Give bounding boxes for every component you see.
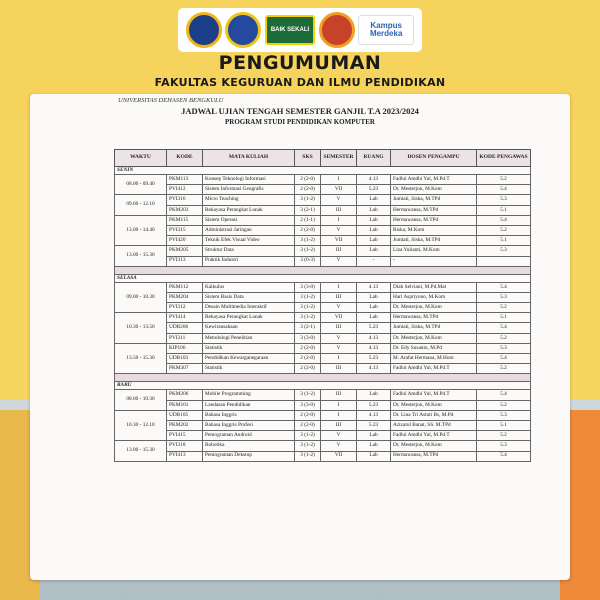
- semester-cell: VII: [321, 236, 357, 246]
- mata-kuliah-cell: Pemograman Android: [203, 431, 295, 441]
- kode-cell: KIP106: [167, 343, 203, 353]
- semester-cell: III: [321, 246, 357, 256]
- table-row: [115, 441, 531, 451]
- table-row: [115, 195, 531, 205]
- time-slot-cell: 10.30 - 13.50: [115, 313, 167, 344]
- table-row: [115, 225, 531, 235]
- kode-cell: PVI318: [167, 441, 203, 451]
- time-slot-cell: 13.00 - 15.30: [115, 441, 167, 461]
- mata-kuliah-cell: Pendidikan Kewarganegaraan: [203, 354, 295, 364]
- day-row: [115, 167, 531, 175]
- sks-cell: 3 (1-2): [295, 292, 321, 302]
- table-body: [115, 167, 531, 462]
- semester-cell: V: [321, 343, 357, 353]
- ruang-cell: 4.13: [357, 282, 391, 292]
- kode-cell: PVI315: [167, 225, 203, 235]
- ruang-cell: 4.13: [357, 175, 391, 185]
- sks-cell: 3 (1-2): [295, 303, 321, 313]
- day-label: SENIN: [115, 167, 531, 175]
- ruang-cell: Lab: [357, 303, 391, 313]
- table-row: [115, 256, 531, 266]
- dosen-cell: Fadlul Amdhi Yul, M.Pd.T: [391, 175, 477, 185]
- table-row: [115, 282, 531, 292]
- kampus-merdeka-logo: Kampus Merdeka: [358, 15, 414, 45]
- mata-kuliah-cell: Konsep Teknologi Informasi: [203, 175, 295, 185]
- ruang-cell: 5.23: [357, 354, 391, 364]
- time-slot-cell: 08.00 - 10.30: [115, 390, 167, 410]
- table-row: [115, 215, 531, 225]
- semester-cell: III: [321, 364, 357, 374]
- mata-kuliah-cell: Sistem Basis Data: [203, 292, 295, 302]
- mata-kuliah-cell: Bahasa Inggris Profesi: [203, 420, 295, 430]
- table-row: [115, 364, 531, 374]
- col-header-semester: SEMESTER: [321, 150, 357, 167]
- table-row: [115, 246, 531, 256]
- dosen-cell: Azizatul Banat, SS. M.TPd: [391, 420, 477, 430]
- dosen-cell: Jumiati, Siska, M.TPd: [391, 323, 477, 333]
- pengawas-cell: 5.4: [477, 451, 531, 461]
- dosen-cell: Hermawansa, M.TPd: [391, 451, 477, 461]
- pengawas-cell: 5.2: [477, 400, 531, 410]
- dosen-cell: Dr. Mesterjon, M.Kom: [391, 441, 477, 451]
- sks-cell: 2 (2-0): [295, 185, 321, 195]
- mata-kuliah-cell: Statistik: [203, 364, 295, 374]
- col-header-dosen: DOSEN PENGAMPU: [391, 150, 477, 167]
- ruang-cell: 4.13: [357, 364, 391, 374]
- table-row: [115, 333, 531, 343]
- semester-cell: V: [321, 303, 357, 313]
- table-row: [115, 431, 531, 441]
- dosen-cell: Hermawansa, M.TPd: [391, 215, 477, 225]
- ruang-cell: 4.13: [357, 410, 391, 420]
- sks-cell: 2 (1-1): [295, 215, 321, 225]
- pengawas-cell: 5.4: [477, 215, 531, 225]
- dosen-cell: Dr. Edy Susanto, M.Pd: [391, 343, 477, 353]
- kode-cell: PVI412: [167, 185, 203, 195]
- semester-cell: V: [321, 333, 357, 343]
- ruang-cell: 5.23: [357, 323, 391, 333]
- kode-cell: UDB206: [167, 323, 203, 333]
- university-name: UNIVERSITAS DEHASEN BENGKULU: [118, 97, 224, 104]
- mata-kuliah-cell: Sistem Informasi Geografis: [203, 185, 295, 195]
- pengawas-cell: 5.3: [477, 343, 531, 353]
- dosen-cell: Jumiati, Siska, M.TPd: [391, 195, 477, 205]
- sks-cell: 3 (1-2): [295, 451, 321, 461]
- sks-cell: 3 (0-3): [295, 256, 321, 266]
- mata-kuliah-cell: Landasan Pendidikan: [203, 400, 295, 410]
- day-label: SELASA: [115, 274, 531, 282]
- kode-cell: PVI311: [167, 333, 203, 343]
- day-row: [115, 274, 531, 282]
- table-row: [115, 410, 531, 420]
- department-logo: [319, 12, 355, 48]
- semester-cell: V: [321, 195, 357, 205]
- sks-cell: 3 (1-2): [295, 236, 321, 246]
- kode-cell: PKM115: [167, 215, 203, 225]
- ruang-cell: Lab: [357, 215, 391, 225]
- kode-cell: PKM204: [167, 292, 203, 302]
- mata-kuliah-cell: Bahasa Inggris: [203, 410, 295, 420]
- day-label: RABU: [115, 382, 531, 390]
- ruang-cell: Lab: [357, 313, 391, 323]
- ruang-cell: Lab: [357, 246, 391, 256]
- dosen-cell: -: [391, 256, 477, 266]
- ruang-cell: 4.13: [357, 343, 391, 353]
- mata-kuliah-cell: Struktur Data: [203, 246, 295, 256]
- dosen-cell: Hari Aspriyono, M.Kom: [391, 292, 477, 302]
- sks-cell: 3 (3-0): [295, 282, 321, 292]
- table-row: [115, 390, 531, 400]
- pengawas-cell: 5.2: [477, 303, 531, 313]
- kode-cell: PVI420: [167, 236, 203, 246]
- table-row: [115, 323, 531, 333]
- separator-cell: [115, 374, 531, 382]
- ruang-cell: 4.13: [357, 333, 391, 343]
- exam-schedule-table: [114, 149, 531, 462]
- mata-kuliah-cell: Praktik Industri: [203, 256, 295, 266]
- col-header-mata-kuliah: MATA KULIAH: [203, 150, 295, 167]
- semester-cell: III: [321, 390, 357, 400]
- mata-kuliah-cell: Robotika: [203, 441, 295, 451]
- dosen-cell: Fadlul Amdhi Yul, M.Pd.T: [391, 390, 477, 400]
- baik-sekali-logo: BAIK SEKALI: [265, 15, 315, 45]
- table-row: [115, 313, 531, 323]
- dosen-cell: Jumiati, Siska, M.TPd: [391, 236, 477, 246]
- semester-cell: III: [321, 323, 357, 333]
- ruang-cell: Lab: [357, 431, 391, 441]
- mata-kuliah-cell: Sistem Operasi: [203, 215, 295, 225]
- program-name: PROGRAM STUDI PENDIDIKAN KOMPUTER: [225, 118, 375, 126]
- ruang-cell: Lab: [357, 205, 391, 215]
- sks-cell: 3 (1-2): [295, 246, 321, 256]
- pengawas-cell: 5.3: [477, 292, 531, 302]
- mata-kuliah-cell: Micro Teaching: [203, 195, 295, 205]
- col-header-sks: SKS: [295, 150, 321, 167]
- ruang-cell: 5.23: [357, 420, 391, 430]
- col-header-ruang: RUANG: [357, 150, 391, 167]
- table-row: [115, 400, 531, 410]
- mata-kuliah-cell: Mobile Programming: [203, 390, 295, 400]
- table-row: [115, 354, 531, 364]
- semester-cell: III: [321, 292, 357, 302]
- semester-cell: I: [321, 410, 357, 420]
- kode-cell: PKM307: [167, 364, 203, 374]
- semester-cell: V: [321, 256, 357, 266]
- sks-cell: 3 (1-2): [295, 313, 321, 323]
- sks-cell: 2 (2-0): [295, 175, 321, 185]
- sks-cell: 3 (1-2): [295, 431, 321, 441]
- table-row: [115, 205, 531, 215]
- sks-cell: 3 (1-2): [295, 390, 321, 400]
- semester-cell: V: [321, 441, 357, 451]
- kode-cell: PKM101: [167, 400, 203, 410]
- ruang-cell: Lab: [357, 292, 391, 302]
- kode-cell: PKM206: [167, 390, 203, 400]
- sks-cell: 3 (3-0): [295, 400, 321, 410]
- semester-cell: VII: [321, 313, 357, 323]
- kode-cell: PVI313: [167, 256, 203, 266]
- col-header-kode: KODE: [167, 150, 203, 167]
- sks-cell: 2 (2-0): [295, 410, 321, 420]
- sks-cell: 2 (2-0): [295, 420, 321, 430]
- pengawas-cell: 5.4: [477, 390, 531, 400]
- ruang-cell: 5.23: [357, 400, 391, 410]
- pengawas-cell: 5.4: [477, 185, 531, 195]
- dosen-cell: Dr. Mesterjon, M.Kom: [391, 333, 477, 343]
- kode-cell: PKM202: [167, 420, 203, 430]
- ruang-cell: Lab: [357, 195, 391, 205]
- ruang-cell: -: [357, 256, 391, 266]
- pengawas-cell: 5.2: [477, 364, 531, 374]
- pengawas-cell: 5.2: [477, 225, 531, 235]
- kode-cell: PKM112: [167, 282, 203, 292]
- kode-cell: PKM203: [167, 205, 203, 215]
- pengawas-cell: 5.4: [477, 323, 531, 333]
- dosen-cell: Liza Yulianti, M.Kom: [391, 246, 477, 256]
- pengawas-cell: 5.3: [477, 195, 531, 205]
- dosen-cell: Riska, M.Kom: [391, 225, 477, 235]
- mata-kuliah-cell: Statistik: [203, 343, 295, 353]
- sks-cell: 2 (2-0): [295, 364, 321, 374]
- col-header-pengawas: KODE PENGAWAS: [477, 150, 531, 167]
- dosen-cell: Hermawansa, M.TPd: [391, 313, 477, 323]
- dosen-cell: Diah Selviani, M.Pd.Mat: [391, 282, 477, 292]
- dosen-cell: Fadlul Amdhi Yul, M.Pd.T: [391, 364, 477, 374]
- ruang-cell: Lab: [357, 451, 391, 461]
- day-row: [115, 382, 531, 390]
- pengawas-cell: 5.1: [477, 205, 531, 215]
- table-row: [115, 451, 531, 461]
- kode-cell: PVI316: [167, 195, 203, 205]
- pengawas-cell: 5.1: [477, 313, 531, 323]
- mata-kuliah-cell: Kewirausahaan: [203, 323, 295, 333]
- time-slot-cell: 13.00 - 15.30: [115, 246, 167, 266]
- pengawas-cell: 5.2: [477, 175, 531, 185]
- sks-cell: 3 (3-0): [295, 333, 321, 343]
- kode-cell: PVI312: [167, 303, 203, 313]
- semester-cell: I: [321, 175, 357, 185]
- table-row: [115, 236, 531, 246]
- time-slot-cell: 08.00 - 09.40: [115, 175, 167, 195]
- kode-cell: UDB103: [167, 354, 203, 364]
- dosen-cell: Dr. Mesterjon, M.Kom: [391, 400, 477, 410]
- pengawas-cell: 5.3: [477, 410, 531, 420]
- sks-cell: 2 (2-0): [295, 343, 321, 353]
- pengawas-cell: 5.4: [477, 282, 531, 292]
- semester-cell: VII: [321, 185, 357, 195]
- semester-cell: I: [321, 400, 357, 410]
- ruang-cell: 5.23: [357, 185, 391, 195]
- dosen-cell: Fadlul Amdhi Yul, M.Pd.T: [391, 431, 477, 441]
- ruang-cell: Lab: [357, 441, 391, 451]
- sks-cell: 2 (2-0): [295, 225, 321, 235]
- unib-logo: [186, 12, 222, 48]
- sks-cell: 3 (2-1): [295, 205, 321, 215]
- sks-cell: 3 (2-1): [295, 323, 321, 333]
- day-separator: [115, 374, 531, 382]
- fkip-logo: [225, 12, 261, 48]
- sks-cell: 2 (2-0): [295, 354, 321, 364]
- col-header-waktu: WAKTU: [115, 150, 167, 167]
- kode-cell: UDB105: [167, 410, 203, 420]
- dosen-cell: M. Arafat Hermana, M.Hum: [391, 354, 477, 364]
- kode-cell: PKM205: [167, 246, 203, 256]
- mata-kuliah-cell: Kalkulus: [203, 282, 295, 292]
- page-title: PENGUMUMAN: [218, 52, 382, 74]
- pengawas-cell: 5.3: [477, 441, 531, 451]
- time-slot-cell: 09.00 - 10.30: [115, 282, 167, 313]
- dosen-cell: Dr. Lina Tri Astuti Bs, M.Pd: [391, 410, 477, 420]
- mata-kuliah-cell: Desain Multimedia Interaktif: [203, 303, 295, 313]
- pengawas-cell: 5.1: [477, 420, 531, 430]
- page-subtitle: FAKULTAS KEGURUAN DAN ILMU PENDIDIKAN: [154, 76, 446, 89]
- mata-kuliah-cell: Metodologi Penelitian: [203, 333, 295, 343]
- time-slot-cell: 13.00 - 14.40: [115, 215, 167, 246]
- kode-cell: PVI414: [167, 313, 203, 323]
- semester-cell: I: [321, 215, 357, 225]
- pengawas-cell: 5.2: [477, 431, 531, 441]
- pengawas-cell: 5.2: [477, 333, 531, 343]
- sks-cell: 3 (1-2): [295, 195, 321, 205]
- sks-cell: 3 (1-2): [295, 441, 321, 451]
- pengawas-cell: 5.3: [477, 246, 531, 256]
- mata-kuliah-cell: Administrasi Jaringan: [203, 225, 295, 235]
- document-title: JADWAL UJIAN TENGAH SEMESTER GANJIL T.A 2023/2024: [181, 106, 419, 116]
- schedule-document: [30, 94, 570, 580]
- day-separator: [115, 266, 531, 274]
- kode-cell: PKM113: [167, 175, 203, 185]
- logo-strip: [178, 8, 422, 52]
- kode-cell: PVI413: [167, 451, 203, 461]
- mata-kuliah-cell: Rekayasa Perangkat Lunak: [203, 205, 295, 215]
- table-row: [115, 303, 531, 313]
- semester-cell: I: [321, 282, 357, 292]
- ruang-cell: Lab: [357, 390, 391, 400]
- mata-kuliah-cell: Pemograman Dekstop: [203, 451, 295, 461]
- time-slot-cell: 09.60 - 12.10: [115, 195, 167, 215]
- table-row: [115, 185, 531, 195]
- table-header-row: [115, 150, 531, 167]
- time-slot-cell: 13.50 - 15.30: [115, 343, 167, 374]
- dosen-cell: Dr. Mesterjon, M.Kom: [391, 185, 477, 195]
- semester-cell: I: [321, 354, 357, 364]
- semester-cell: III: [321, 205, 357, 215]
- semester-cell: V: [321, 225, 357, 235]
- semester-cell: VII: [321, 451, 357, 461]
- semester-cell: III: [321, 420, 357, 430]
- ruang-cell: Lab: [357, 225, 391, 235]
- pengawas-cell: 5.4: [477, 354, 531, 364]
- kode-cell: PVI415: [167, 431, 203, 441]
- ruang-cell: Lab: [357, 236, 391, 246]
- table-row: [115, 420, 531, 430]
- table-row: [115, 175, 531, 185]
- time-slot-cell: 10.30 - 12.10: [115, 410, 167, 441]
- semester-cell: V: [321, 431, 357, 441]
- mata-kuliah-cell: Rekayasa Perangkat Lunak: [203, 313, 295, 323]
- pengawas-cell: [477, 256, 531, 266]
- dosen-cell: Hermawansa, M.TPd: [391, 205, 477, 215]
- mata-kuliah-cell: Teknik Efek Visual Video: [203, 236, 295, 246]
- dosen-cell: Dr. Mesterjon, M.Kom: [391, 303, 477, 313]
- pengawas-cell: 5.1: [477, 236, 531, 246]
- table-row: [115, 343, 531, 353]
- table-row: [115, 292, 531, 302]
- separator-cell: [115, 266, 531, 274]
